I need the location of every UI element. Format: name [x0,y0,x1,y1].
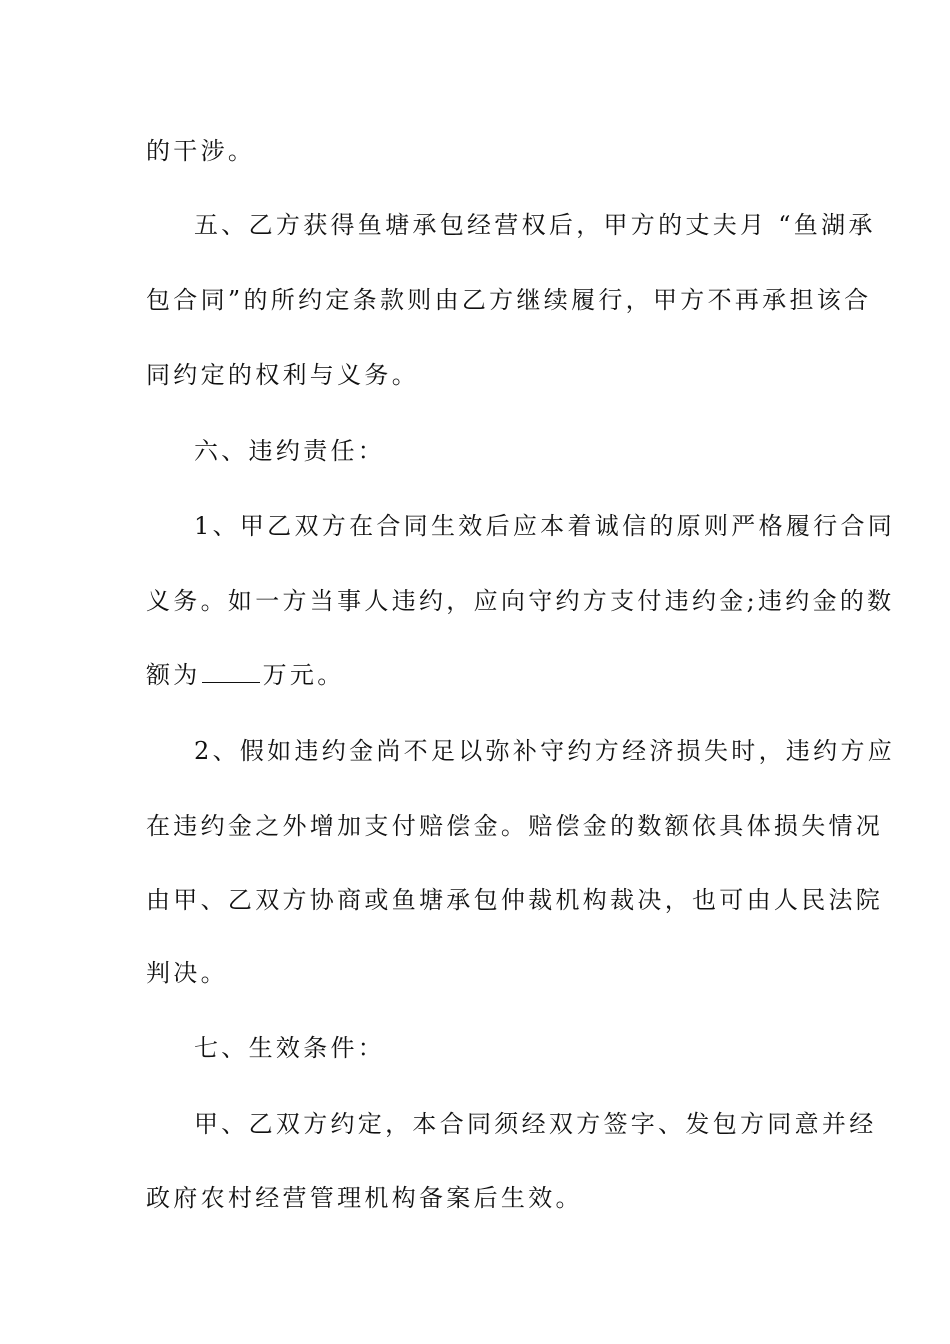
effective-clause-line: 甲、乙双方约定，本合同须经双方签字、发包方同意并经 [194,1110,877,1138]
paragraph-line: 的干涉。 [146,137,256,165]
paragraph-line: 同约定的权利与义务。 [146,361,419,389]
clause-five-heading-line: 五、乙方获得鱼塘承包经营权后，甲方的丈夫月 “鱼湖承 [194,211,876,239]
paragraph-line: 包合同”的所约定条款则由乙方继续履行，甲方不再承担该合 [146,286,872,314]
paragraph-line: 由甲、乙双方协商或鱼塘承包仲裁机构裁决，也可由人民法院 [146,886,884,914]
amount-prefix: 额为 [146,661,201,689]
amount-blank [202,664,260,683]
paragraph-line: 在违约金之外增加支付赔偿金。赔偿金的数额依具体损失情况 [146,812,884,840]
paragraph-line: 义务。如一方当事人违约，应向守约方支付违约金;违约金的数 [146,587,895,615]
section-heading-breach: 六、违约责任： [194,437,386,465]
clause-1-line: 1、甲乙双方在合同生效后应本着诚信的原则严格履行合同 [194,512,896,540]
paragraph-line: 政府农村经营管理机构备案后生效。 [146,1184,583,1212]
amount-line [146,660,806,690]
clause-2-line: 2、假如违约金尚不足以弥补守约方经济损失时，违约方应 [194,737,896,765]
paragraph-line: 判决。 [146,959,228,987]
section-heading-effective: 七、生效条件： [194,1034,386,1062]
amount-suffix: 万元。 [262,661,345,689]
